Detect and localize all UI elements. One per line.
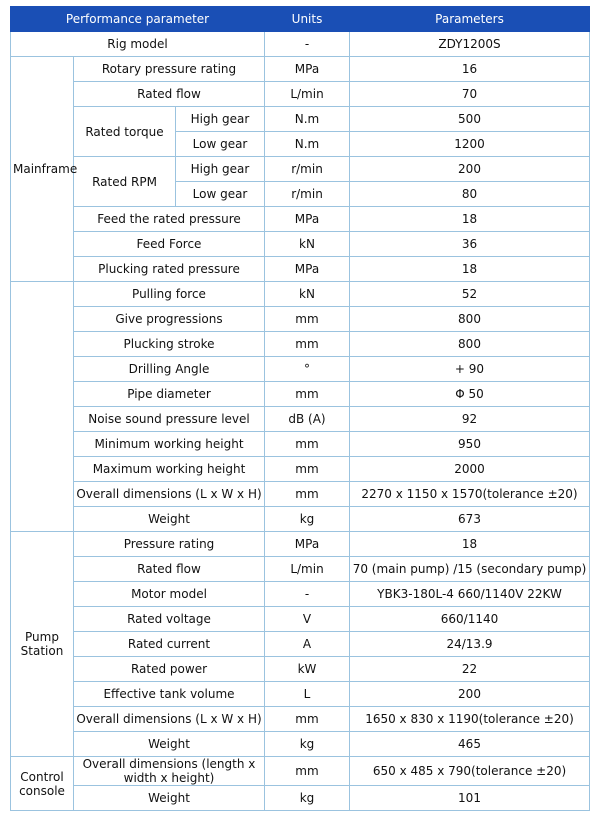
param-unit: V [265,607,350,632]
param-unit: MPa [265,57,350,82]
table-row [11,707,590,732]
param-label: Overall dimensions (L x W x H) [74,707,265,732]
table-row [11,607,590,632]
header-parameters: Parameters [350,7,590,32]
param-value: 200 [350,682,590,707]
table-row [11,232,590,257]
param-unit: r/min [265,157,350,182]
spec-table-container [10,6,590,811]
table-row [11,732,590,757]
param-label: Maximum working height [74,457,265,482]
table-row [11,82,590,107]
param-unit: mm [265,707,350,732]
param-value: 500 [350,107,590,132]
param-value: 18 [350,532,590,557]
group-pump-station: Pump Station [11,532,74,757]
table-row [11,32,590,57]
param-value: Φ 50 [350,382,590,407]
param-value: 36 [350,232,590,257]
param-unit: mm [265,482,350,507]
param-unit: mm [265,457,350,482]
param-label: Overall dimensions (length x width x height) [74,757,265,786]
table-row [11,357,590,382]
subgroup-rated-torque: Rated torque [74,107,176,157]
table-row [11,332,590,357]
param-sublabel: High gear [176,157,265,182]
param-unit: N.m [265,107,350,132]
table-row [11,657,590,682]
param-label: Overall dimensions (L x W x H) [74,482,265,507]
param-unit: dB (A) [265,407,350,432]
param-sublabel: Low gear [176,132,265,157]
table-row [11,107,590,132]
param-label: Pressure rating [74,532,265,557]
param-label: Pulling force [74,282,265,307]
table-row [11,382,590,407]
param-label: Rated current [74,632,265,657]
table-row [11,432,590,457]
param-unit: kW [265,657,350,682]
param-value: + 90 [350,357,590,382]
param-label: Feed Force [74,232,265,257]
param-sublabel: High gear [176,107,265,132]
table-row [11,482,590,507]
group-control-console: Control console [11,757,74,811]
param-unit: kg [265,786,350,811]
param-unit: N.m [265,132,350,157]
table-row [11,632,590,657]
param-value: 16 [350,57,590,82]
table-row [11,207,590,232]
param-value: 18 [350,257,590,282]
header-performance-parameter: Performance parameter [11,7,265,32]
param-value: 92 [350,407,590,432]
param-value: 465 [350,732,590,757]
table-row [11,757,590,786]
param-sublabel: Low gear [176,182,265,207]
param-value: 800 [350,307,590,332]
param-value: 673 [350,507,590,532]
param-unit: mm [265,432,350,457]
param-unit: MPa [265,257,350,282]
param-value: 22 [350,657,590,682]
param-value: 52 [350,282,590,307]
table-row [11,557,590,582]
param-value: 70 [350,82,590,107]
param-value: 24/13.9 [350,632,590,657]
param-unit: L/min [265,557,350,582]
param-unit: r/min [265,182,350,207]
table-row [11,786,590,811]
table-row [11,532,590,557]
param-unit: mm [265,332,350,357]
param-value: 80 [350,182,590,207]
param-value: 950 [350,432,590,457]
param-unit: kg [265,732,350,757]
param-unit: A [265,632,350,657]
param-value: 70 (main pump) /15 (secondary pump) [350,557,590,582]
param-value: YBK3-180L-4 660/1140V 22KW [350,582,590,607]
param-value: 1200 [350,132,590,157]
param-unit: L/min [265,82,350,107]
table-header-row [11,7,590,32]
param-label: Rated voltage [74,607,265,632]
rig-model-unit: - [265,32,350,57]
param-value: 660/1140 [350,607,590,632]
table-row [11,582,590,607]
param-unit: kN [265,282,350,307]
table-row [11,307,590,332]
param-unit: kg [265,507,350,532]
spec-table [10,6,590,811]
param-unit: kN [265,232,350,257]
param-unit: - [265,582,350,607]
param-label: Plucking stroke [74,332,265,357]
param-label: Feed the rated pressure [74,207,265,232]
param-label: Rotary pressure rating [74,57,265,82]
param-value: 650 x 485 x 790(tolerance ±20) [350,757,590,786]
table-row [11,282,590,307]
param-label: Give progressions [74,307,265,332]
param-unit: mm [265,307,350,332]
param-label: Weight [74,507,265,532]
param-label: Rated flow [74,82,265,107]
rig-model-value: ZDY1200S [350,32,590,57]
table-row [11,507,590,532]
param-unit: mm [265,757,350,786]
param-label: Weight [74,732,265,757]
param-value: 18 [350,207,590,232]
param-label: Plucking rated pressure [74,257,265,282]
param-value: 1650 x 830 x 1190(tolerance ±20) [350,707,590,732]
group-unlabeled [11,282,74,532]
param-unit: ° [265,357,350,382]
param-label: Effective tank volume [74,682,265,707]
table-row [11,257,590,282]
table-row [11,682,590,707]
group-mainframe: Mainframe [11,57,74,282]
param-label: Pipe diameter [74,382,265,407]
param-unit: MPa [265,207,350,232]
param-label: Rated flow [74,557,265,582]
table-row [11,157,590,182]
param-unit: L [265,682,350,707]
param-label: Noise sound pressure level [74,407,265,432]
header-units: Units [265,7,350,32]
param-value: 800 [350,332,590,357]
table-row [11,457,590,482]
param-unit: MPa [265,532,350,557]
param-unit: mm [265,382,350,407]
param-value: 200 [350,157,590,182]
param-value: 2270 x 1150 x 1570(tolerance ±20) [350,482,590,507]
param-label: Weight [74,786,265,811]
subgroup-rated-rpm: Rated RPM [74,157,176,207]
param-label: Motor model [74,582,265,607]
param-label: Rated power [74,657,265,682]
rig-model-label: Rig model [11,32,265,57]
table-row [11,57,590,82]
param-value: 2000 [350,457,590,482]
param-label: Drilling Angle [74,357,265,382]
param-value: 101 [350,786,590,811]
param-label: Minimum working height [74,432,265,457]
table-row [11,407,590,432]
